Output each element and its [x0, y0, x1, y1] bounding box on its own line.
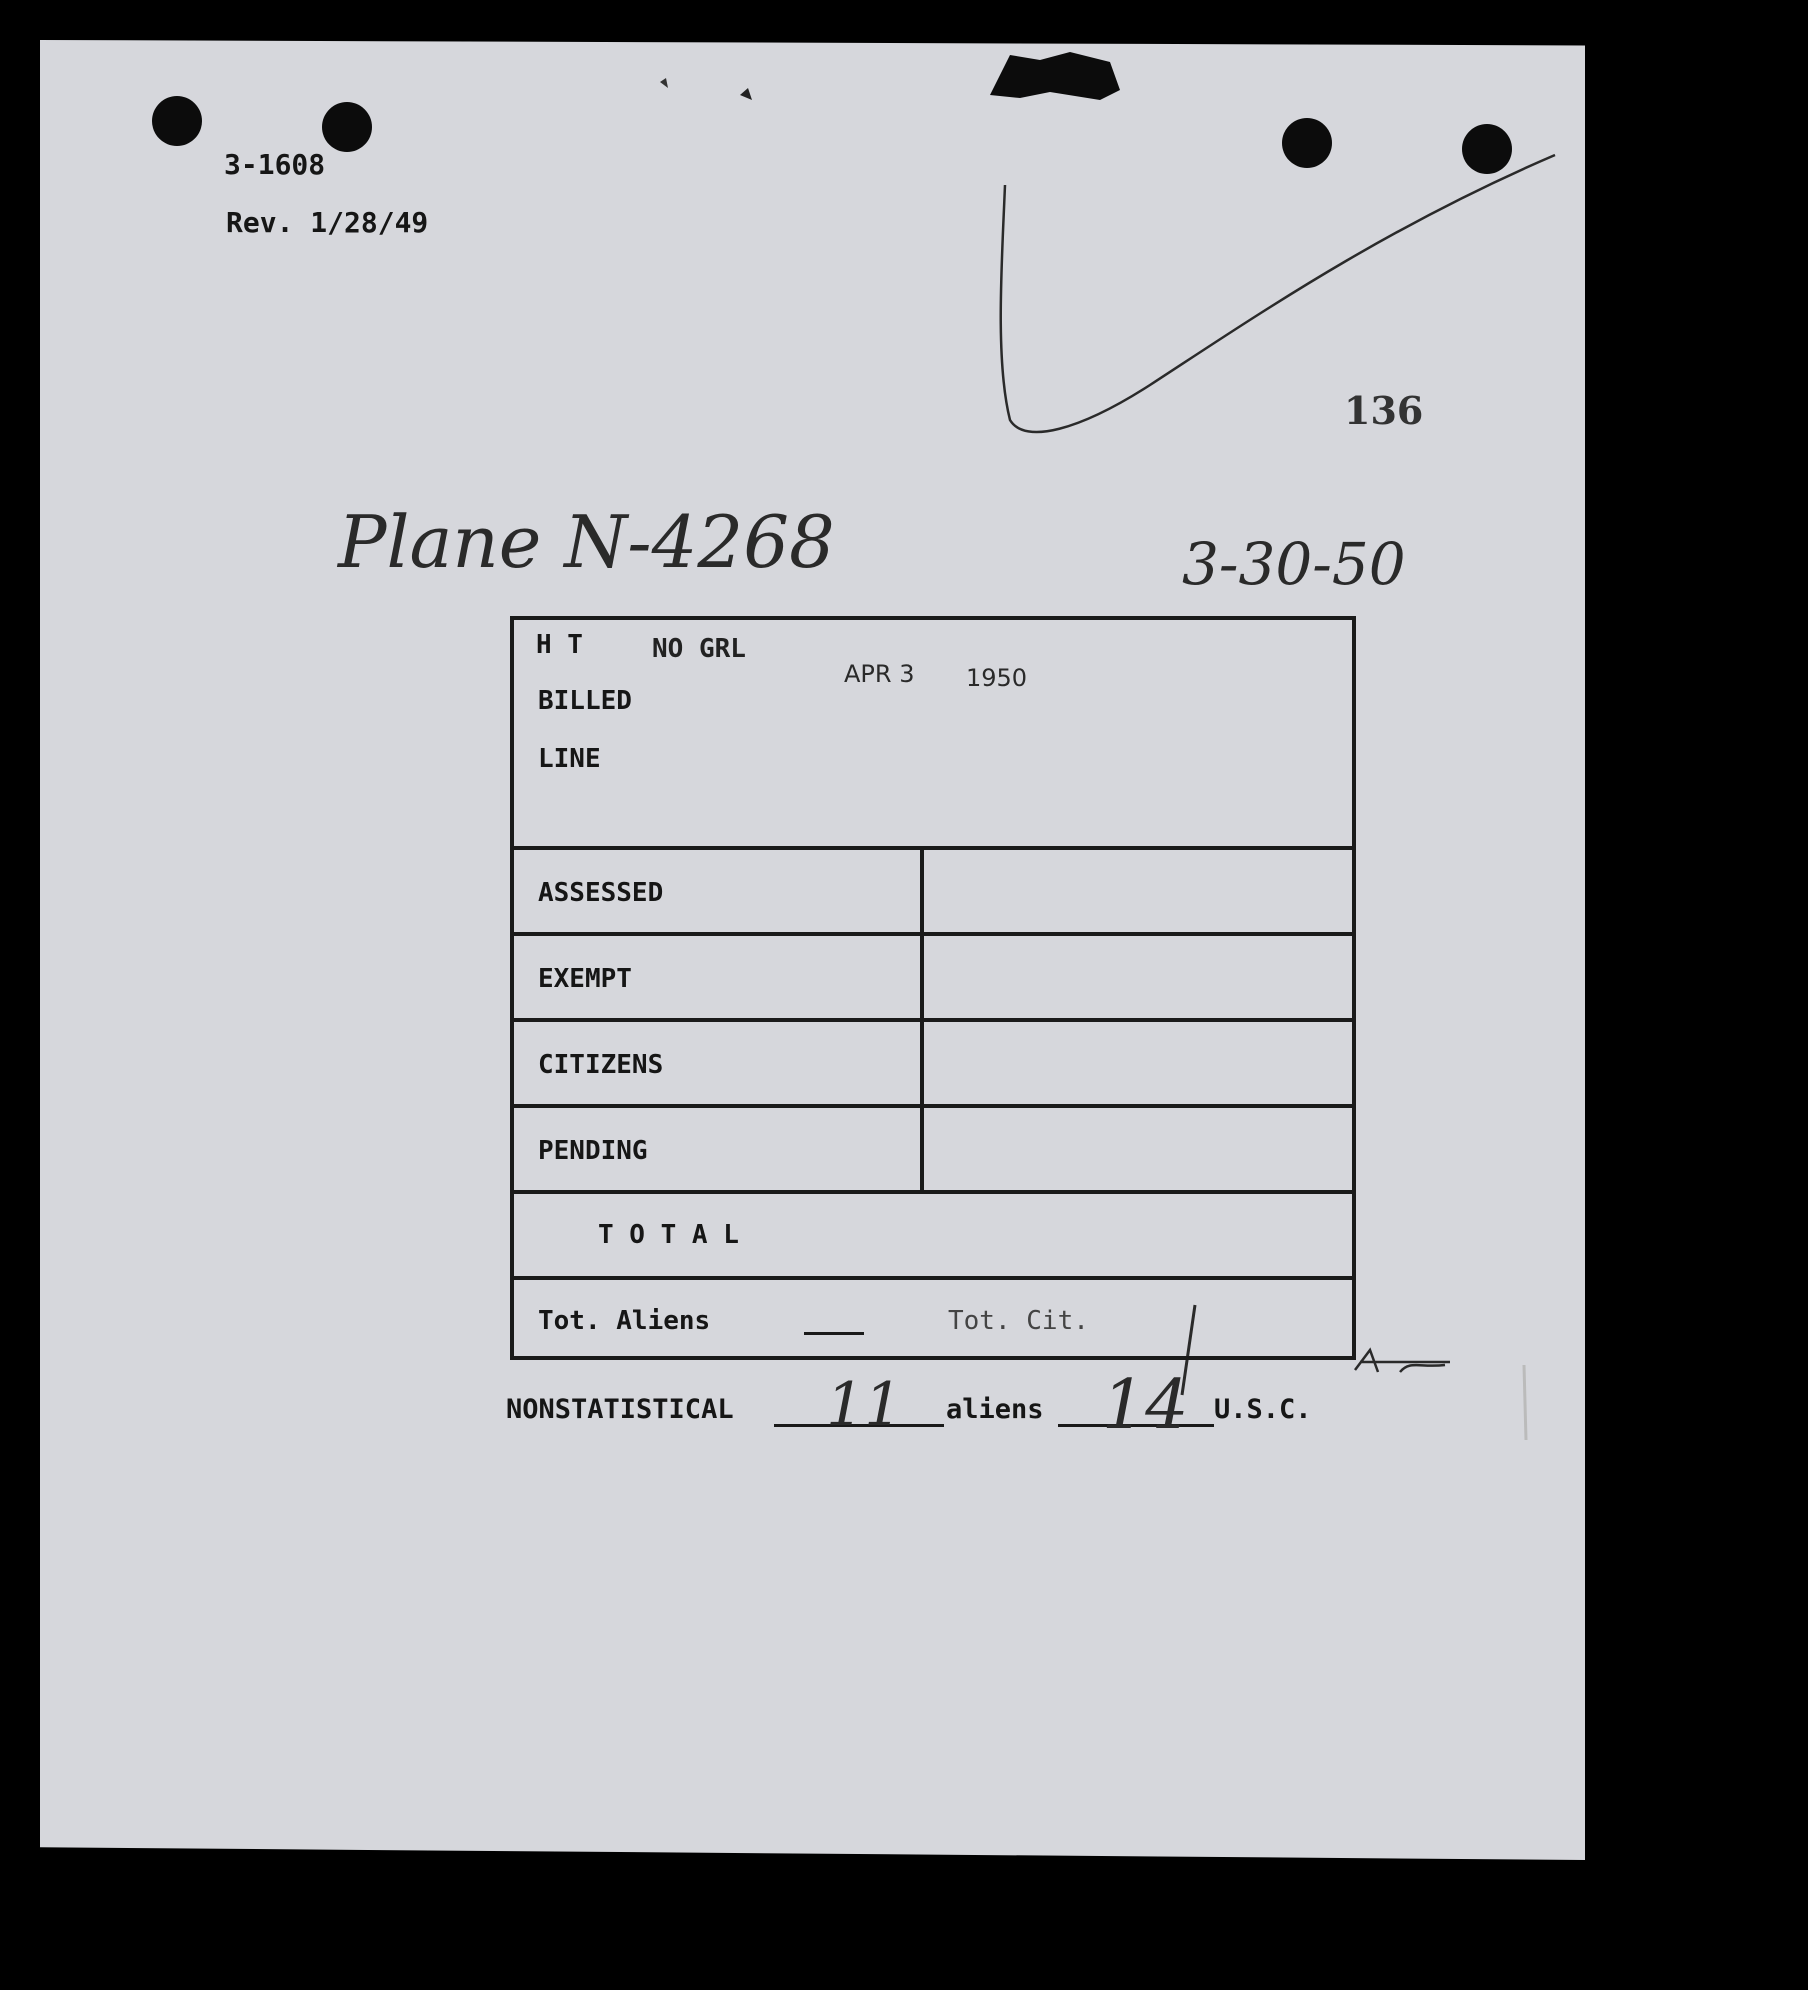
row-divider: [514, 1190, 1352, 1194]
inspection-form-box: [510, 616, 1356, 1360]
nonstatistical-label: NONSTATISTICAL: [506, 1394, 734, 1425]
total-label: T O T A L: [598, 1220, 739, 1250]
assessed-label: ASSESSED: [538, 878, 664, 908]
row-divider: [514, 846, 1352, 850]
form-number: 3-1608: [224, 148, 326, 181]
line-label: LINE: [538, 744, 601, 774]
tot-cit-label: Tot. Cit.: [948, 1306, 1089, 1336]
row-divider: [514, 1276, 1352, 1280]
page-number: 136: [1344, 388, 1424, 433]
handwritten-plane-number: Plane N-4268: [338, 500, 835, 584]
tot-aliens-label: Tot. Aliens: [538, 1306, 711, 1336]
row-divider: [514, 1018, 1352, 1022]
handwritten-date: 3-30-50: [1182, 530, 1406, 598]
pending-label: PENDING: [538, 1136, 648, 1166]
form-revision: Rev. 1/28/49: [226, 206, 429, 239]
row-divider: [514, 1104, 1352, 1108]
date-stamp-month: APR 3: [844, 660, 915, 688]
no-stamp: NO GRL: [652, 634, 746, 664]
tot-aliens-dash: [804, 1332, 864, 1335]
row-divider: [514, 932, 1352, 936]
exempt-label: EXEMPT: [538, 964, 632, 994]
usc-label: U.S.C.: [1214, 1394, 1312, 1425]
handwritten-aliens-count: 11: [826, 1370, 903, 1440]
column-divider: [920, 846, 924, 1192]
date-stamp-year: 1950: [966, 664, 1028, 692]
billed-label: BILLED: [538, 686, 632, 716]
handwritten-usc-count: 14: [1102, 1366, 1189, 1445]
aliens-label: aliens: [946, 1394, 1044, 1425]
citizens-label: CITIZENS: [538, 1050, 664, 1080]
ht-label: H T: [536, 630, 583, 660]
